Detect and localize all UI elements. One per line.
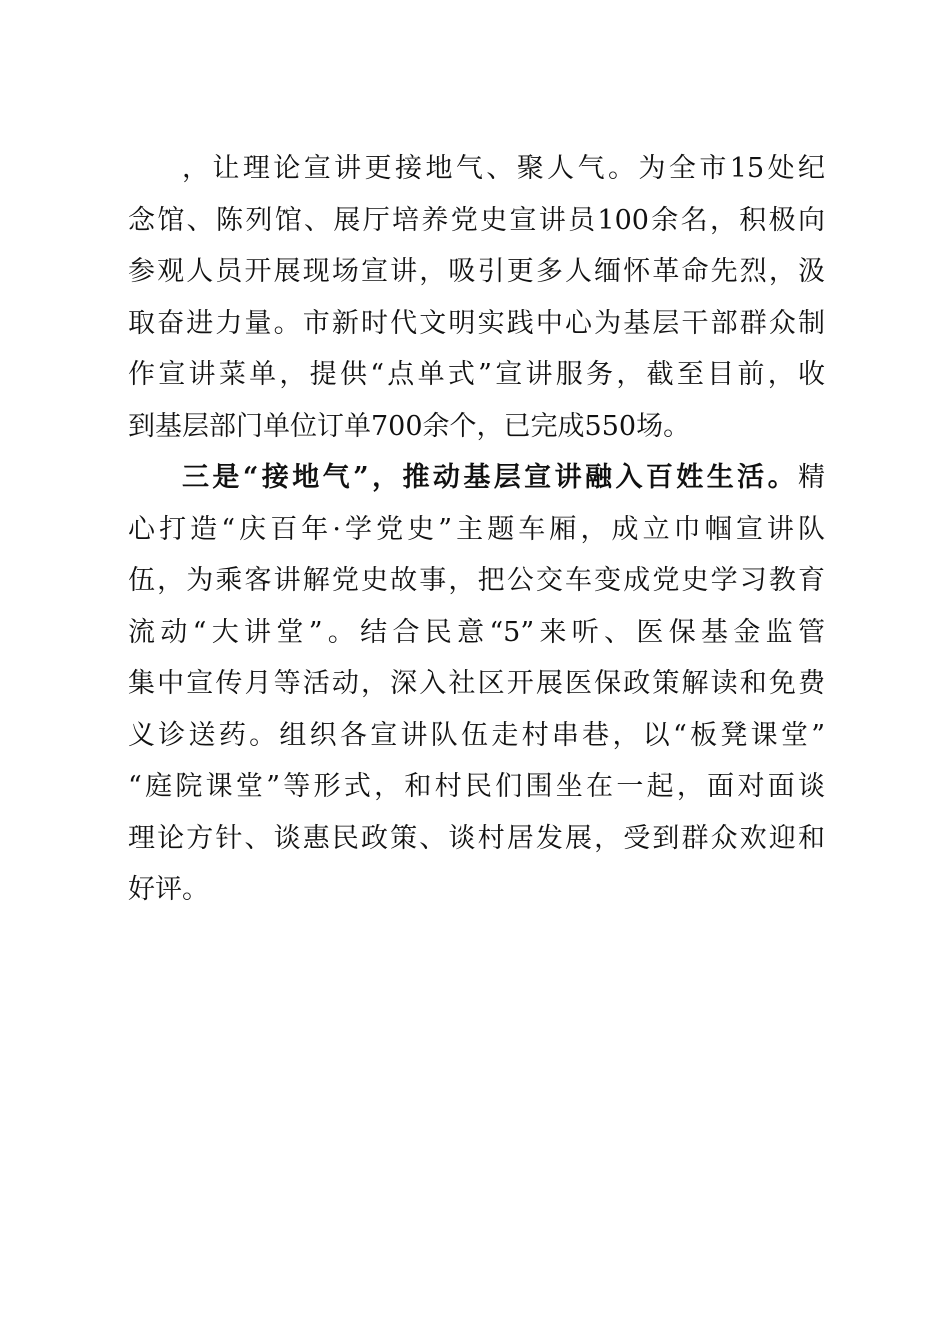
paragraph-1 [128, 143, 825, 452]
text-line: 流动“大讲堂”。结合民意“5”来听、医保基金监管 [128, 616, 825, 648]
text-line: 理论方针、谈惠民政策、谈村居发展，受到群众欢迎和 [128, 822, 825, 854]
text-line: “庭院课堂”等形式，和村民们围坐在一起，面对面谈 [128, 771, 825, 802]
text-line: 到基层部门单位订单700余个，已完成550场。 [128, 410, 691, 442]
text-line: 义诊送药。组织各宣讲队伍走村串巷，以“板凳课堂” [128, 719, 825, 751]
text-line: 参观人员开展现场宣讲，吸引更多人缅怀革命先烈，汲 [128, 256, 825, 287]
text-span: 精 [798, 462, 825, 493]
text-line: 取奋进力量。市新时代文明实践中心为基层干部群众制 [128, 307, 825, 339]
text-line: 好评。 [128, 874, 209, 905]
text-line: 心打造“庆百年·学党史”主题车厢，成立巾帼宣讲队 [128, 513, 825, 545]
text-line [128, 452, 825, 504]
paragraph-heading: 三是“接地气”，推动基层宣讲融入百姓生活。 [182, 462, 798, 493]
text-line: 作宣讲菜单，提供“点单式”宣讲服务，截至目前，收 [128, 359, 825, 390]
document-body [128, 143, 825, 916]
text-line: 伍，为乘客讲解党史故事，把公交车变成党史学习教育 [128, 565, 825, 596]
text-line: 念馆、陈列馆、展厅培养党史宣讲员100余名，积极向 [128, 204, 825, 236]
text-line: ，让理论宣讲更接地气、聚人气。为全市15处纪 [182, 153, 825, 184]
paragraph-2 [128, 452, 825, 916]
text-line: 集中宣传月等活动，深入社区开展医保政策解读和免费 [128, 668, 825, 699]
